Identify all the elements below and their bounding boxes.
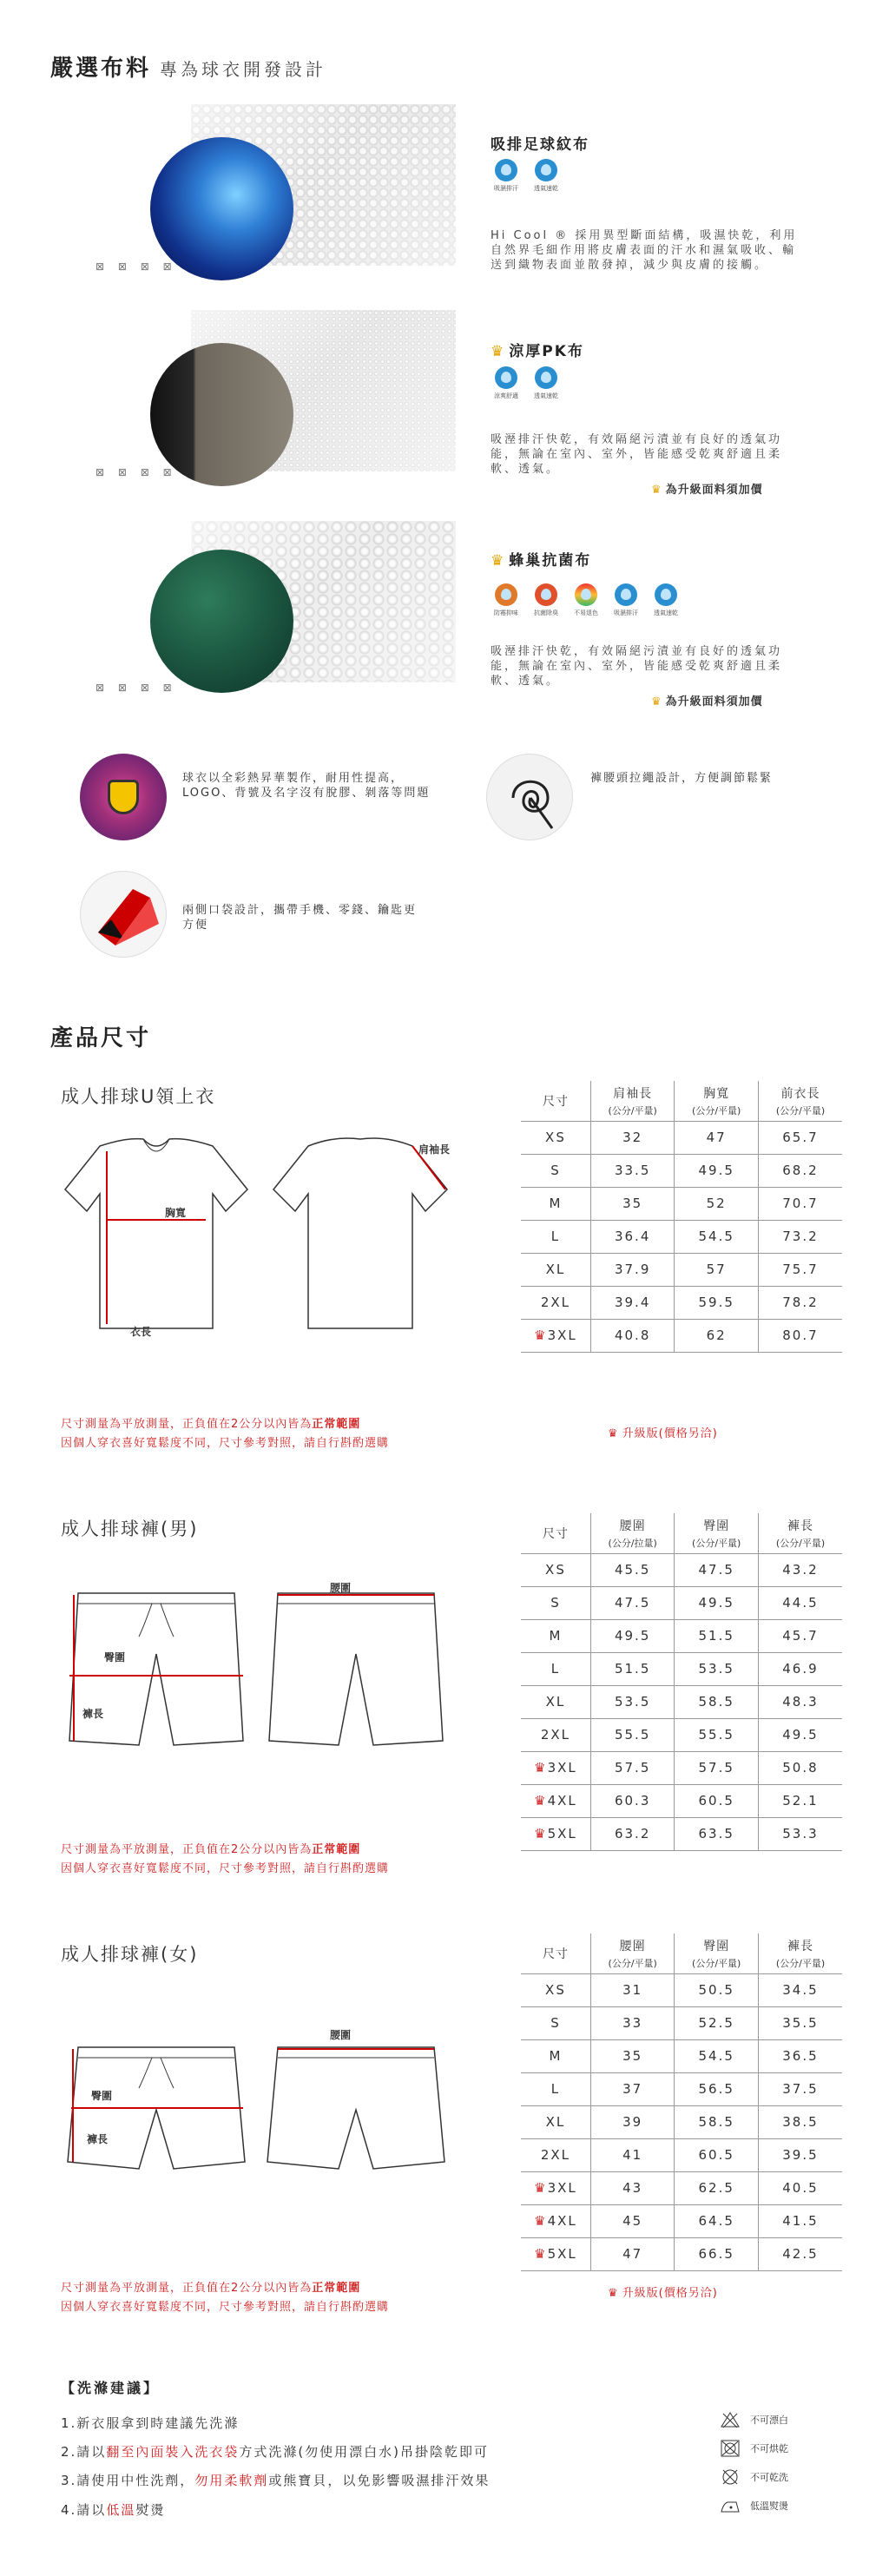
table-cell: 53.5: [590, 1685, 675, 1718]
table-cell: 60.5: [675, 1784, 759, 1817]
column-header: 腰圍 (公分/平量): [590, 1934, 675, 1973]
column-header: 尺寸: [521, 1513, 590, 1553]
table-cell: M: [521, 2039, 590, 2072]
table-row: [521, 2138, 842, 2171]
table-cell: 64.5: [675, 2204, 759, 2237]
table-cell: 60.3: [590, 1784, 675, 1817]
table-cell: 33: [590, 2006, 675, 2039]
table-cell: 65.7: [758, 1121, 842, 1154]
column-header: 前衣長 (公分/平量): [758, 1081, 842, 1121]
crown-icon: ♛: [651, 695, 662, 708]
care-icon-row: 不可漂白: [721, 2411, 788, 2428]
care-icon-row: 不可烘乾: [721, 2440, 788, 2457]
quick-dry-icon: [535, 366, 557, 389]
size-table-header: [521, 1934, 842, 1973]
care-line-1: 1.新衣服拿到時建議先洗滌: [61, 2415, 240, 2431]
quick-dry-icon: [535, 159, 557, 181]
column-header: 肩袖長 (公分/平量): [590, 1081, 675, 1121]
table-cell: 36.5: [758, 2039, 842, 2072]
table-cell: 41.5: [758, 2204, 842, 2237]
table-cell: 57: [675, 1253, 759, 1286]
sizes-title: 產品尺寸: [50, 1025, 152, 1051]
table-cell: 39.4: [590, 1286, 675, 1319]
care-icon-row: 低溫熨燙: [721, 2497, 788, 2514]
table-cell: S: [521, 1154, 590, 1187]
crown-icon: ♛: [534, 1328, 548, 1343]
table-cell: 59.5: [675, 1286, 759, 1319]
table-cell: 55.5: [590, 1718, 675, 1751]
care-line-2: 2.請以翻至內面裝入洗衣袋方式洗滌(勿使用漂白水)吊掛陰乾即可: [61, 2444, 490, 2460]
table-cell: 73.2: [758, 1220, 842, 1253]
table-row: [521, 1784, 842, 1817]
table-cell: 39.5: [758, 2138, 842, 2171]
table-cell: M: [521, 1619, 590, 1652]
table-cell: ♛3XL: [521, 1751, 590, 1784]
table-cell: 52: [675, 1187, 759, 1220]
crown-icon: ♛: [608, 2287, 619, 2300]
table-row: [521, 2204, 842, 2237]
table-cell: 47.5: [675, 1553, 759, 1586]
table-cell: 35.5: [758, 2006, 842, 2039]
upgrade-price-note: ♛ 升級版(價格另洽): [608, 1427, 718, 1440]
column-header: 褲長 (公分/平量): [758, 1513, 842, 1553]
table-cell: 44.5: [758, 1586, 842, 1619]
measurement-note: 尺寸測量為平放測量，正負值在2公分以內皆為正常範圍 因個人穿衣喜好寬鬆度不同，尺寸參考對照，請自行斟酌選購: [61, 2282, 390, 2314]
table-cell: 2XL: [521, 1286, 590, 1319]
label-shoulder-sleeve: 肩袖長: [418, 1143, 451, 1156]
table-cell: 37.5: [758, 2072, 842, 2105]
quick-dry-icon: [655, 583, 677, 606]
care-icon-row: 不可乾洗: [721, 2468, 788, 2486]
table-row: [521, 1751, 842, 1784]
table-cell: ♛5XL: [521, 1817, 590, 1850]
table-cell: 34.5: [758, 1973, 842, 2006]
table-cell: 45.7: [758, 1619, 842, 1652]
table-cell: ♛3XL: [521, 1319, 590, 1352]
table-row: [521, 2006, 842, 2039]
table-cell: 43.2: [758, 1553, 842, 1586]
care-icons-mini: ⊠ ⊠ ⊠ ⊠: [95, 466, 177, 478]
moisture-wicking-icon: [495, 159, 517, 181]
fabric-description: Hi Cool ® 採用異型斷面結構，吸濕快乾，利用自然界毛細作用將皮膚表面的汗水和濕氣吸收、輸送到織物表面並散發掉，減少與皮膚的接觸。: [491, 229, 798, 272]
table-cell: 63.5: [675, 1817, 759, 1850]
table-cell: 68.2: [758, 1154, 842, 1187]
fabric-title: ♛ 蜂巢抗菌布: [491, 552, 592, 570]
table-cell: 60.5: [675, 2138, 759, 2171]
table-cell: 56.5: [675, 2072, 759, 2105]
table-cell: 2XL: [521, 2138, 590, 2171]
table-cell: 57.5: [590, 1751, 675, 1784]
column-header: 臀圍 (公分/平量): [675, 1513, 759, 1553]
measurement-note: 尺寸測量為平放測量，正負值在2公分以內皆為正常範圍 因個人穿衣喜好寬鬆度不同，尺寸參考對照，請自行斟酌選購: [61, 1418, 390, 1450]
size-table-shorts-women: [521, 1934, 842, 2271]
no-bleach-icon: [721, 2411, 740, 2428]
table-cell: L: [521, 1220, 590, 1253]
table-row: [521, 1319, 842, 1352]
crown-icon: ♛: [491, 343, 506, 360]
fabric-badges: 吸濕排汗 透氣速乾: [491, 159, 562, 193]
care-line-3: 3.請使用中性洗劑，勿用柔軟劑或熊寶貝，以免影響吸濕排汗效果: [61, 2473, 491, 2488]
fabric-swatch: [150, 137, 293, 280]
drawstring-image: [486, 754, 573, 840]
table-cell: 46.9: [758, 1652, 842, 1685]
crown-icon: ♛: [534, 1826, 548, 1841]
upgrade-price-note: ♛ 升級版(價格另洽): [608, 2287, 718, 2300]
table-row: [521, 1685, 842, 1718]
table-cell: 40.8: [590, 1319, 675, 1352]
table-cell: 49.5: [675, 1586, 759, 1619]
table-cell: 49.5: [590, 1619, 675, 1652]
table-cell: ♛4XL: [521, 1784, 590, 1817]
table-cell: 54.5: [675, 2039, 759, 2072]
table-cell: ♛5XL: [521, 2237, 590, 2270]
colorfast-icon: [575, 583, 597, 606]
table-cell: 57.5: [675, 1751, 759, 1784]
no-tumble-dry-icon: [721, 2440, 740, 2457]
label-length: 衣長: [130, 1326, 152, 1338]
no-dry-clean-icon: [721, 2468, 740, 2486]
table-cell: XL: [521, 2105, 590, 2138]
table-cell: 47.5: [590, 1586, 675, 1619]
women-shorts-diagram: [61, 2040, 469, 2188]
table-cell: XS: [521, 1973, 590, 2006]
label-chest: 胸寬: [165, 1207, 187, 1219]
table-cell: 53.3: [758, 1817, 842, 1850]
size-table-shirt: [521, 1081, 842, 1353]
table-row: [521, 1220, 842, 1253]
table-cell: 2XL: [521, 1718, 590, 1751]
upgrade-note: ♛ 為升級面料須加價: [651, 695, 763, 708]
crown-icon: ♛: [491, 552, 506, 570]
table-row: [521, 1154, 842, 1187]
antibacterial-icon: [535, 583, 557, 606]
table-row: [521, 2105, 842, 2138]
table-row: [521, 2072, 842, 2105]
care-icons-mini: ⊠ ⊠ ⊠ ⊠: [95, 682, 177, 694]
table-cell: XS: [521, 1553, 590, 1586]
table-row: [521, 1121, 842, 1154]
product-title-shorts-men: 成人排球褲(男): [61, 1519, 199, 1539]
table-cell: 49.5: [758, 1718, 842, 1751]
table-cell: 62.5: [675, 2171, 759, 2204]
table-cell: 70.7: [758, 1187, 842, 1220]
table-cell: 54.5: [675, 1220, 759, 1253]
cool-comfort-icon: [495, 366, 517, 389]
crown-icon: ♛: [534, 2246, 548, 2262]
table-cell: 31: [590, 1973, 675, 2006]
table-cell: 78.2: [758, 1286, 842, 1319]
crown-icon: ♛: [608, 1427, 619, 1440]
label-hip: 臀圍: [91, 2090, 113, 2102]
anti-mold-icon: [495, 583, 517, 606]
crown-icon: ♛: [534, 1793, 548, 1808]
crown-icon: ♛: [534, 2213, 548, 2229]
table-row: [521, 1553, 842, 1586]
feature-drawstring: 褲腰頭拉繩設計，方便調節鬆緊: [590, 772, 774, 785]
table-cell: XS: [521, 1121, 590, 1154]
label-pant-length: 褲長: [87, 2133, 109, 2145]
table-cell: 52.5: [675, 2006, 759, 2039]
label-waist: 腰圍: [330, 2029, 352, 2041]
fabric-description: 吸溼排汗快乾，有效隔絕污漬並有良好的透氣功能，無論在室內、室外，皆能感受乾爽舒適且柔軟、透氣。: [491, 645, 783, 688]
table-cell: S: [521, 2006, 590, 2039]
table-cell: ♛4XL: [521, 2204, 590, 2237]
column-header: 褲長 (公分/平量): [758, 1934, 842, 1973]
table-cell: 66.5: [675, 2237, 759, 2270]
table-row: [521, 1817, 842, 1850]
table-cell: 50.5: [675, 1973, 759, 2006]
table-cell: 45: [590, 2204, 675, 2237]
table-cell: 47: [675, 1121, 759, 1154]
table-row: [521, 1253, 842, 1286]
table-row: [521, 2171, 842, 2204]
table-cell: 51.5: [675, 1619, 759, 1652]
column-header: 胸寬 (公分/平量): [675, 1081, 759, 1121]
table-row: [521, 1718, 842, 1751]
table-cell: 58.5: [675, 1685, 759, 1718]
label-pant-length: 褲長: [82, 1708, 104, 1720]
table-cell: 35: [590, 2039, 675, 2072]
table-cell: L: [521, 2072, 590, 2105]
table-cell: 63.2: [590, 1817, 675, 1850]
table-cell: 48.3: [758, 1685, 842, 1718]
pocket-image: [80, 871, 167, 958]
product-title-shorts-women: 成人排球褲(女): [61, 1944, 199, 1965]
table-cell: 40.5: [758, 2171, 842, 2204]
column-header: 尺寸: [521, 1934, 590, 1973]
table-cell: M: [521, 1187, 590, 1220]
fabric-description: 吸溼排汗快乾，有效隔絕污漬並有良好的透氣功能，無論在室內、室外，皆能感受乾爽舒適且柔軟、透氣。: [491, 433, 783, 476]
table-cell: 50.8: [758, 1751, 842, 1784]
column-header: 臀圍 (公分/平量): [675, 1934, 759, 1973]
crown-icon: ♛: [534, 2180, 548, 2196]
low-iron-icon: [721, 2497, 740, 2514]
table-row: [521, 2237, 842, 2270]
column-header: 腰圍 (公分/拉量): [590, 1513, 675, 1553]
table-cell: 33.5: [590, 1154, 675, 1187]
table-cell: 75.7: [758, 1253, 842, 1286]
table-cell: 32: [590, 1121, 675, 1154]
men-shorts-diagram: [61, 1584, 469, 1767]
table-cell: 43: [590, 2171, 675, 2204]
fabric-title: 吸排足球紋布: [491, 136, 589, 154]
table-cell: 41: [590, 2138, 675, 2171]
table-cell: 38.5: [758, 2105, 842, 2138]
table-cell: 55.5: [675, 1718, 759, 1751]
sublimation-image: [80, 754, 167, 840]
table-row: [521, 1586, 842, 1619]
table-cell: 51.5: [590, 1652, 675, 1685]
table-row: [521, 1652, 842, 1685]
table-row: [521, 1187, 842, 1220]
size-table-header: [521, 1513, 842, 1553]
table-cell: 45.5: [590, 1553, 675, 1586]
page-subtitle: 專為球衣開發設計: [160, 59, 327, 80]
table-cell: 37: [590, 2072, 675, 2105]
product-title-shirt: 成人排球U領上衣: [61, 1086, 216, 1107]
table-row: [521, 1619, 842, 1652]
table-cell: 37.9: [590, 1253, 675, 1286]
moisture-wicking-icon: [615, 583, 637, 606]
table-cell: 58.5: [675, 2105, 759, 2138]
table-cell: 39: [590, 2105, 675, 2138]
size-table-header: [521, 1081, 842, 1121]
table-cell: 49.5: [675, 1154, 759, 1187]
table-cell: 47: [590, 2237, 675, 2270]
fabric-title: ♛ 涼厚PK布: [491, 343, 584, 360]
table-cell: 80.7: [758, 1319, 842, 1352]
fabric-badges: 防霉抑味 抗菌除臭 不易退色 吸濕排汗 透氣速乾: [491, 583, 682, 617]
fabric-badges: 涼爽舒適 透氣速乾: [491, 366, 562, 400]
care-title: 【洗滌建議】: [61, 2380, 161, 2396]
feature-pockets: 兩側口袋設計，攜帶手機、零錢、鑰匙更方便: [182, 904, 418, 932]
feature-sublimation: 球衣以全彩熱昇華製作，耐用性提高，LOGO、背號及名字沒有脫膠、剝落等問題: [182, 772, 431, 800]
upgrade-note: ♛ 為升級面料須加價: [651, 484, 763, 497]
shirt-diagram: [48, 1129, 447, 1354]
table-cell: 53.5: [675, 1652, 759, 1685]
crown-icon: ♛: [651, 484, 662, 497]
table-cell: L: [521, 1652, 590, 1685]
label-hip: 臀圍: [104, 1651, 126, 1664]
table-cell: S: [521, 1586, 590, 1619]
table-cell: 62: [675, 1319, 759, 1352]
table-row: [521, 1973, 842, 2006]
table-cell: 42.5: [758, 2237, 842, 2270]
table-cell: XL: [521, 1685, 590, 1718]
table-cell: 35: [590, 1187, 675, 1220]
column-header: 尺寸: [521, 1081, 590, 1121]
table-row: [521, 1286, 842, 1319]
table-row: [521, 2039, 842, 2072]
care-line-4: 4.請以低溫熨燙: [61, 2502, 166, 2518]
label-waist: 腰圍: [330, 1582, 352, 1594]
table-cell: 36.4: [590, 1220, 675, 1253]
table-cell: ♛3XL: [521, 2171, 590, 2204]
fabric-swatch: [150, 550, 293, 693]
table-cell: XL: [521, 1253, 590, 1286]
crown-icon: ♛: [534, 1760, 548, 1776]
size-table-shorts-men: [521, 1513, 842, 1851]
page-title: 嚴選布料 專為球衣開發設計: [50, 56, 327, 82]
measurement-note: 尺寸測量為平放測量，正負值在2公分以內皆為正常範圍 因個人穿衣喜好寬鬆度不同，尺寸參考對照，請自行斟酌選購: [61, 1843, 390, 1875]
fabric-swatch: [150, 343, 293, 486]
table-cell: 52.1: [758, 1784, 842, 1817]
care-icons-mini: ⊠ ⊠ ⊠ ⊠: [95, 260, 177, 273]
